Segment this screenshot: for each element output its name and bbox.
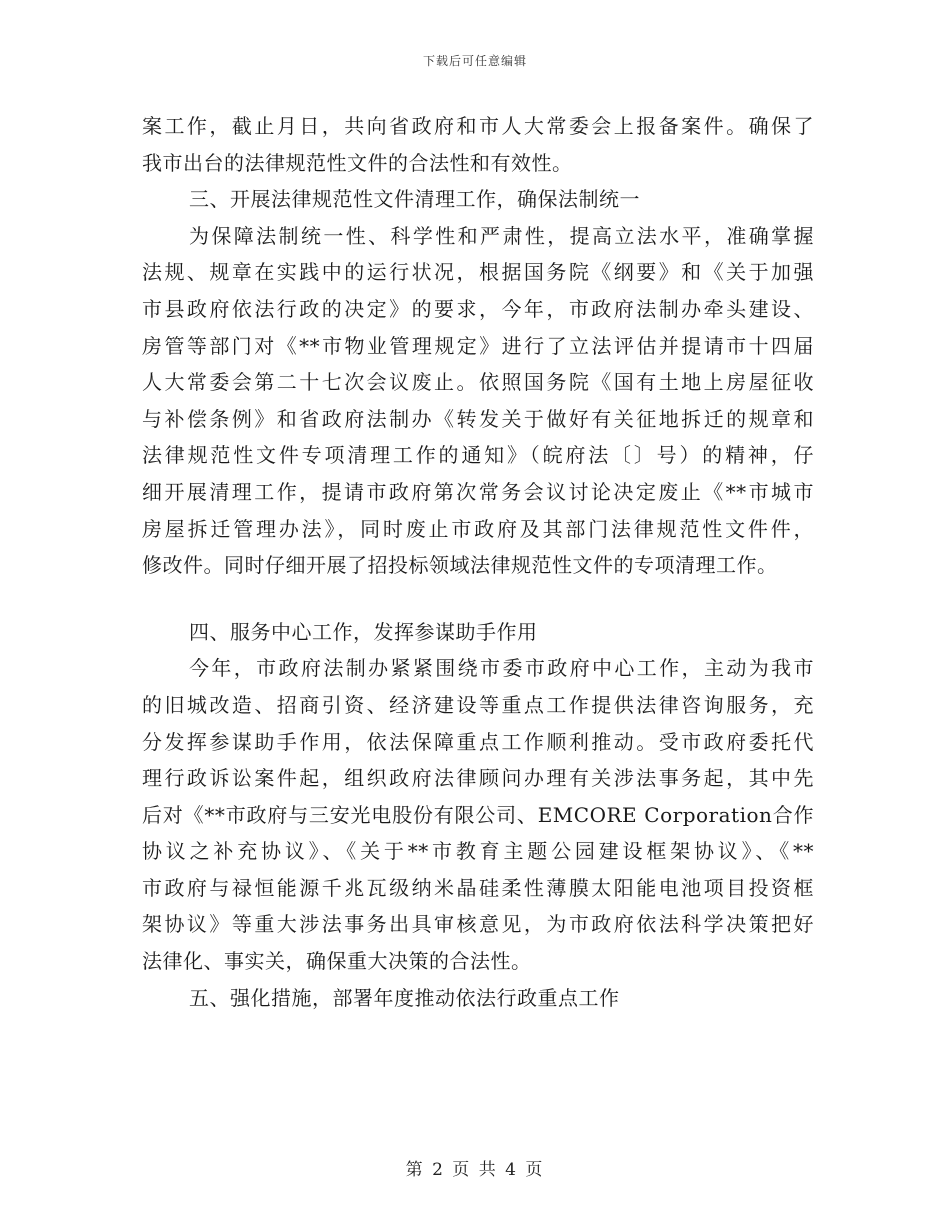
text-line: 的旧城改造、招商引资、经济建设等重点工作提供法律咨询服务，充 [142,692,814,717]
text-line: 理行政诉讼案件起，组织政府法律顾问办理有关涉法事务起，其中先 [142,766,814,791]
text-line: 修改件。同时仔细开展了招投标领域法律规范性文件的专项清理工作。 [142,553,778,578]
text-line: 后对《**市政府与三安光电股份有限公司、EMCORE Corporation合作 [142,802,814,827]
document-body [142,108,814,1016]
text-line: 为保障法制统一性、科学性和严肃性，提高立法水平，准确掌握 [189,223,814,248]
text-line: 法律化、事实关，确保重大决策的合法性。 [142,949,532,974]
section-heading [142,614,814,651]
text-line: 案工作，截止月日，共向省政府和市人大常委会上报备案件。确保了 [142,114,814,138]
section-heading [142,181,814,218]
text-line: 今年，市政府法制办紧紧围绕市委市政府中心工作，主动为我市 [189,656,814,681]
text-line: 细开展清理工作，提请市政府第次常务会议讨论决定废止《**市城市 [142,479,814,504]
text-line: 法律规范性文件专项清理工作的通知》（皖府法〔〕号）的精神，仔 [142,443,814,468]
text-line: 五、强化措施，部署年度推动依法行政重点工作 [189,985,620,1010]
section-heading [142,980,814,1017]
page-header: 下载后可任意编辑 [422,54,527,68]
page-footer: 第 2 页 共 4 页 [405,1160,545,1180]
paragraph [142,650,814,979]
text-line: 人大常委会第二十七次会议废止。依照国务院《国有土地上房屋征收 [142,370,814,395]
text-line: 我市出台的法律规范性文件的合法性和有效性。 [142,150,573,175]
text-line: 市政府与禄恒能源千兆瓦级纳米晶硅柔性薄膜太阳能电池项目投资框 [142,875,814,900]
text-line: 与补偿条例》和省政府法制办《转发关于做好有关征地拆迁的规章和 [142,406,814,431]
text-line: 四、服务中心工作，发挥参谋助手作用 [189,619,538,644]
text-line: 房管等部门对《**市物业管理规定》进行了立法评估并提请市十四届 [142,333,814,358]
text-line: 市县政府依法行政的决定》的要求，今年，市政府法制办牵头建设、 [142,296,814,321]
text-line: 架协议》等重大涉法事务出具审核意见，为市政府依法科学决策把好 [142,912,814,937]
text-line: 房屋拆迁管理办法》，同时废止市政府及其部门法律规范性文件件， [142,516,814,541]
paragraph-gap [142,584,814,614]
text-line: 分发挥参谋助手作用，依法保障重点工作顺利推动。受市政府委托代 [142,729,814,754]
text-line: 三、开展法律规范性文件清理工作，确保法制统一 [189,187,640,212]
text-line: 协议之补充协议》、《关于**市教育主题公园建设框架协议》、《** [142,839,814,864]
text-line: 法规、规章在实践中的运行状况，根据国务院《纲要》和《关于加强 [142,260,814,285]
paragraph [142,108,814,181]
paragraph [142,218,814,584]
